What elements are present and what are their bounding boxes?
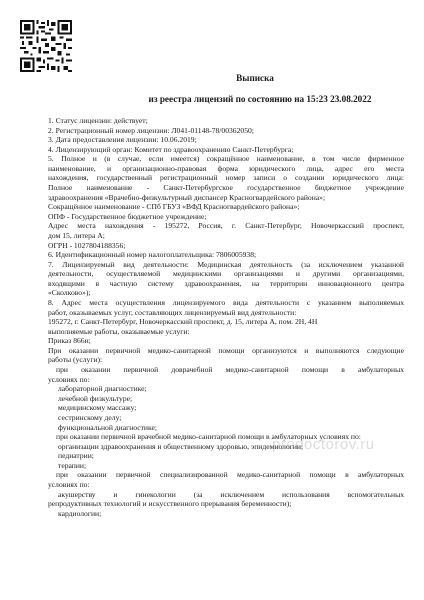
document-line: дом 15, литера А; xyxy=(48,230,105,240)
document-line: нахождения, государственный регистрационный номер записи о создании юридического лица: xyxy=(48,173,404,183)
document-line: 195272, г. Санкт-Петербург, Новочеркасский проспект, д. 15, литера А, пом. 2Н, 4Н xyxy=(48,317,318,327)
document-line: лечебной физкультуре; xyxy=(58,393,133,403)
document-line: при оказании первичной специализированной медико-санитарной помощи в амбулаторных xyxy=(56,470,404,480)
document-line: лабораторной диагностике; xyxy=(58,384,147,394)
document-line: 3. Дата предоставления лицензии: 10.06.2019; xyxy=(48,135,197,145)
document-line: выполняемые работы, оказываемые услуги: xyxy=(48,326,190,336)
document-line: педиатрии; xyxy=(58,451,94,461)
document-line: 6. Идентификационный номер налогоплательщика: 7806005938; xyxy=(48,250,257,260)
document-line: «Сколково»); xyxy=(48,288,91,298)
document-line: при оказании первичной врачебной медико-санитарной помощи в амбулаторных условиях по: xyxy=(56,432,361,442)
document-line: При оказании первичной медико-санитарной помощи организуются и выполняются следующие xyxy=(48,345,404,355)
document-line: 5. Полное и (в случае, если имеется) сокращённое наименование, в том числе фирменное xyxy=(48,154,404,164)
document-line: 4. Лицензирующий орган: Комитет по здравоохранению Санкт-Петербурга; xyxy=(48,144,294,154)
document-line: работы (услуги): xyxy=(48,355,103,365)
document-line: здравоохранения «Врачебно-физкультурный диспансер Красногвардейского района»; xyxy=(48,192,326,202)
document-line: при оказании первичной доврачебной медико-санитарной помощи в амбулаторных xyxy=(56,365,404,375)
document-line: 8. Адрес места осуществления лицензируемого вида деятельности с указанием выполняемых xyxy=(48,297,404,307)
document-line: входящими в частную систему здравоохранения, на территории инновационного центра xyxy=(48,278,404,288)
document-line: работ, оказываемых услуг, составляющих лицензируемый вид деятельности: xyxy=(48,307,297,317)
watermark: prodoctorov.ru xyxy=(272,436,375,453)
document-line: ОПФ - Государственное бюджетное учреждение; xyxy=(48,211,207,221)
document-line: наименование, и организационно-правовая форма юридического лица, адрес его места xyxy=(48,163,404,173)
document-line: акушерству и гинекологии (за исключением использования вспомогательных xyxy=(58,489,404,499)
document-line: медицинскому массажу; xyxy=(58,403,137,413)
document-title: Выписка xyxy=(236,73,274,83)
document-line: репродуктивных технологий и искусственного прерывания беременности); xyxy=(48,499,292,509)
document-line: 7. Лицензируемый вид деятельности: Медицинская деятельность (за исключением указанной xyxy=(48,259,404,269)
document-line: функциональной диагностике; xyxy=(58,422,157,432)
document-line: деятельности, осуществляемой медицинскими организациями и другими организациями, xyxy=(48,269,404,279)
document-line: условиях по: xyxy=(48,374,90,384)
document-line: Сокращённое наименование - СПб ГБУЗ «ВФД Красногвардейского района»; xyxy=(48,202,300,212)
license-details xyxy=(48,116,404,518)
document-line: кардиологии; xyxy=(58,508,102,518)
document-line: Полное наименование - Санкт-Петербургское государственное бюджетное учреждение xyxy=(48,183,404,193)
document-line: терапии; xyxy=(58,460,87,470)
document-line: ОГРН - 1027804188356; xyxy=(48,240,126,250)
document-line: Приказ 866н; xyxy=(48,336,91,346)
document-line: Адрес места нахождения - 195272, Россия, г. Санкт-Петербург, Новочеркасский проспект, xyxy=(48,221,404,231)
document-line: условиях по: xyxy=(48,479,90,489)
document-subtitle: из реестра лицензий по состоянию на 15:23 23.08.2022 xyxy=(148,94,372,104)
qr-code-icon xyxy=(20,20,72,72)
document-line: 1. Статус лицензии: действует; xyxy=(48,116,148,125)
document-line: организации здравоохранения и общественному здоровью, эпидемиологии; xyxy=(58,441,304,451)
document-line: сестринскому делу; xyxy=(58,412,122,422)
document-line: 2. Регистрационный номер лицензии: Л041-01148-78/00362050; xyxy=(48,125,254,135)
